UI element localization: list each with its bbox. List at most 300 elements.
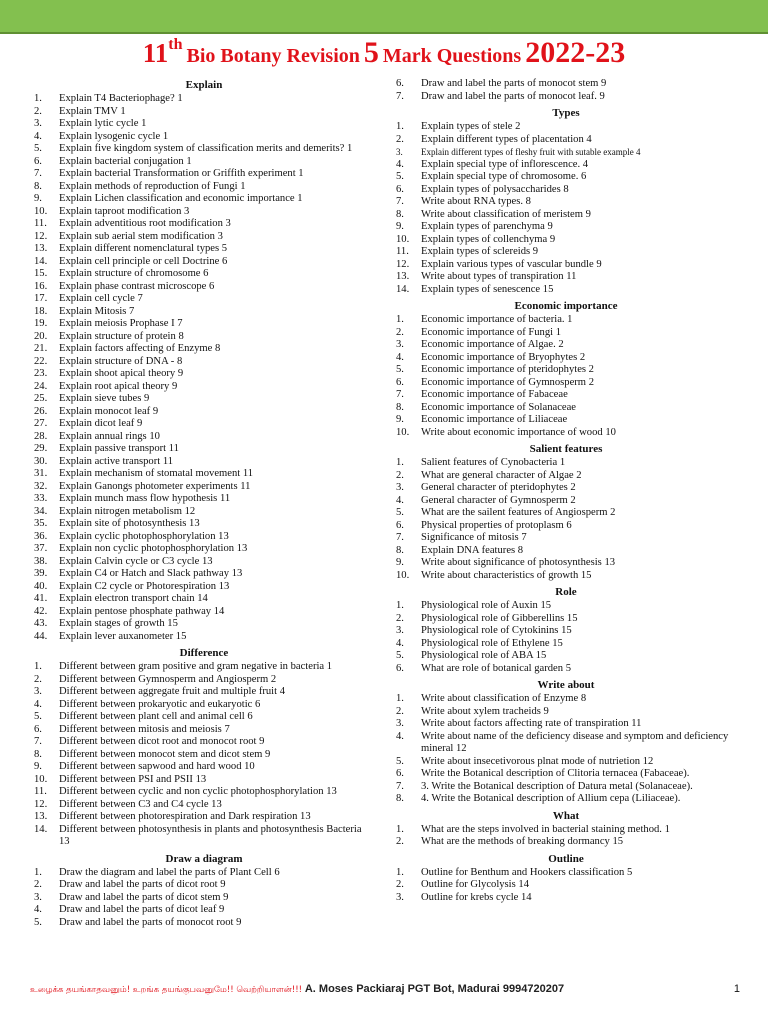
question-text: Outline for krebs cycle 14 <box>421 891 532 903</box>
question-text: Different between sapwood and hard wood 10 <box>59 761 255 772</box>
question-number: 20. <box>34 330 48 342</box>
question-item <box>34 811 374 824</box>
question-item <box>396 638 736 651</box>
question-item <box>396 545 736 558</box>
section-what <box>396 809 736 849</box>
question-text: Explain shoot apical theory 9 <box>59 368 184 379</box>
question-item <box>34 879 374 892</box>
question-text: Explain taproot modification 3 <box>59 205 190 217</box>
question-text: Explain phase contrast microscope 6 <box>59 280 215 292</box>
question-item <box>34 506 374 519</box>
question-number: 5. <box>34 916 42 928</box>
question-text: Write about insecetivorous plnat mode of nutrietion 12 <box>421 755 654 767</box>
question-number: 2. <box>396 705 404 717</box>
page-number: 1 <box>733 983 740 995</box>
question-text: Explain special type of chromosome. 6 <box>421 171 587 182</box>
question-item <box>396 314 736 327</box>
question-number: 10. <box>396 233 410 245</box>
question-number: 10. <box>34 773 48 785</box>
question-text: Explain cell cycle 7 <box>59 293 143 304</box>
question-number: 1. <box>396 823 404 835</box>
question-text: Write about classification of Enzyme 8 <box>421 693 587 704</box>
title-grade: 11 <box>142 38 169 68</box>
question-item <box>34 318 374 331</box>
question-number: 7. <box>34 168 42 179</box>
question-item <box>34 631 374 644</box>
question-text: Physiological role of Auxin 15 <box>421 600 552 611</box>
question-item <box>396 427 736 440</box>
question-item <box>396 650 736 663</box>
question-item <box>34 193 374 206</box>
question-text: Write about factors affecting rate of transpiration 11 <box>421 718 642 729</box>
question-number: 3. <box>396 339 404 350</box>
question-item <box>396 867 736 880</box>
question-item <box>396 495 736 508</box>
question-item <box>34 761 374 774</box>
question-item <box>34 268 374 281</box>
question-item <box>34 93 374 106</box>
question-item <box>34 106 374 119</box>
question-item <box>34 736 374 749</box>
question-number: 29. <box>34 443 48 454</box>
question-text: What are general character of Algae 2 <box>421 469 582 481</box>
question-text: Different between C3 and C4 cycle 13 <box>59 798 222 810</box>
question-number: 3. <box>34 891 42 903</box>
question-number: 12. <box>34 798 48 810</box>
question-text: Explain munch mass flow hypothesis 11 <box>59 493 231 504</box>
question-number: 25. <box>34 393 48 404</box>
question-number: 7. <box>396 196 404 207</box>
question-list <box>396 693 736 806</box>
question-text: Economic importance of pteridophytes 2 <box>421 364 594 375</box>
question-number: 1. <box>396 457 404 468</box>
question-item <box>396 718 736 731</box>
question-item <box>396 520 736 533</box>
question-number: 2. <box>396 836 404 847</box>
question-number: 38. <box>34 555 48 567</box>
question-text: Explain cell principle or cell Doctrine 6 <box>59 255 228 267</box>
question-text: Different between aggregate fruit and multiple fruit 4 <box>59 686 286 697</box>
question-text: Explain C4 or Hatch and Slack pathway 13 <box>59 568 243 579</box>
question-item <box>396 600 736 613</box>
question-item <box>34 606 374 619</box>
section-heading: Salient features <box>529 443 603 455</box>
question-text: General character of Gymnosperm 2 <box>421 494 576 506</box>
question-text: Economic importance of Fabaceae <box>421 389 568 400</box>
question-number: 5. <box>396 364 404 375</box>
section-continued <box>396 78 736 103</box>
question-number: 8. <box>396 401 404 413</box>
question-number: 9. <box>34 761 42 772</box>
question-item <box>34 581 374 594</box>
section-heading: Economic importance <box>514 300 618 312</box>
question-number: 7. <box>396 780 404 792</box>
section-write-about <box>396 678 736 806</box>
question-number: 19. <box>34 318 48 329</box>
question-list <box>396 314 736 439</box>
question-item <box>34 904 374 917</box>
question-number: 2. <box>34 879 42 890</box>
section-heading: Role <box>555 586 577 598</box>
question-text: Explain lytic cycle 1 <box>59 118 147 129</box>
question-item <box>396 121 736 134</box>
question-number: 1. <box>396 314 404 325</box>
question-item <box>34 686 374 699</box>
question-text: Draw and label the parts of monocot leaf. 9 <box>421 90 605 102</box>
question-text: Explain five kingdom system of classification merits and demerits? 1 <box>59 143 353 154</box>
question-item <box>396 793 736 806</box>
question-number: 1. <box>396 693 404 704</box>
question-item <box>34 131 374 144</box>
question-number: 8. <box>34 748 42 760</box>
question-text: Physiological role of Ethylene 15 <box>421 637 563 649</box>
question-number: 6. <box>396 662 404 674</box>
question-item <box>34 143 374 156</box>
question-number: 2. <box>396 133 404 145</box>
question-text: Different between Gymnosperm and Angiosperm 2 <box>59 673 277 685</box>
question-number: 6. <box>396 768 404 779</box>
question-text: Economic importance of Bryophytes 2 <box>421 351 586 363</box>
question-text: Outline for Glycolysis 14 <box>421 879 529 890</box>
question-item <box>396 836 736 849</box>
question-list <box>396 600 736 675</box>
question-text: Explain TMV 1 <box>59 105 126 117</box>
question-text: Explain T4 Bacteriophage? 1 <box>59 93 183 104</box>
question-text: Explain bacterial conjugation 1 <box>59 155 192 167</box>
question-text: Explain bacterial Transformation or Griffith experiment 1 <box>59 168 304 179</box>
question-text: Explain different types of placentation 4 <box>421 133 592 145</box>
question-item <box>34 243 374 256</box>
question-item <box>34 711 374 724</box>
question-item <box>396 78 736 91</box>
question-item <box>396 768 736 781</box>
question-item <box>396 731 736 756</box>
question-text: Explain structure of chromosome 6 <box>59 268 209 279</box>
question-item <box>396 364 736 377</box>
question-text: Explain active transport 11 <box>59 455 174 467</box>
question-number: 33. <box>34 493 48 504</box>
question-number: 6. <box>396 376 404 388</box>
section-outline <box>396 852 736 905</box>
question-text: Draw and label the parts of dicot root 9 <box>59 879 226 890</box>
question-text: Significance of mitosis 7 <box>421 532 527 543</box>
question-number: 39. <box>34 568 48 579</box>
question-text: Explain Mitosis 7 <box>59 305 135 317</box>
question-number: 13. <box>34 243 48 254</box>
question-text: Explain cyclic photophosphorylation 13 <box>59 530 229 542</box>
section-heading: Write about <box>537 679 595 691</box>
question-item <box>34 774 374 787</box>
question-number: 3. <box>396 718 404 729</box>
question-text: Explain types of sclereids 9 <box>421 246 539 257</box>
question-text: Explain types of stele 2 <box>421 121 521 132</box>
question-item <box>396 532 736 545</box>
question-number: 3. <box>34 118 42 129</box>
question-text: Explain Lichen classification and economic importance 1 <box>59 193 303 204</box>
question-text: Explain types of senescence 15 <box>421 283 554 295</box>
question-item <box>34 917 374 930</box>
question-item <box>34 331 374 344</box>
question-number: 35. <box>34 518 48 529</box>
question-item <box>34 456 374 469</box>
question-text: Explain special type of inflorescence. 4 <box>421 158 589 170</box>
question-number: 9. <box>396 221 404 232</box>
question-number: 7. <box>396 532 404 543</box>
question-item <box>34 281 374 294</box>
question-item <box>396 377 736 390</box>
question-item <box>396 693 736 706</box>
question-item <box>34 468 374 481</box>
question-text: Write about RNA types. 8 <box>421 196 531 207</box>
question-item <box>396 414 736 427</box>
question-item <box>34 867 374 880</box>
question-text: Explain sub aerial stem modification 3 <box>59 230 223 242</box>
question-number: 10. <box>396 569 410 581</box>
question-text: Write about types of transpiration 11 <box>421 271 577 282</box>
question-number: 17. <box>34 293 48 304</box>
question-text: Economic importance of Algae. 2 <box>421 339 564 350</box>
question-number: 32. <box>34 480 48 492</box>
question-text: Physiological role of Cytokinins 15 <box>421 625 572 636</box>
question-number: 22. <box>34 355 48 367</box>
question-text: Economic importance of Liliaceae <box>421 414 568 425</box>
question-number: 11. <box>396 246 409 257</box>
question-text: Different between plant cell and animal cell 6 <box>59 711 253 722</box>
question-text: Explain site of photosynthesis 13 <box>59 518 200 529</box>
question-number: 2. <box>34 105 42 117</box>
question-text: Different between prokaryotic and eukaryotic 6 <box>59 698 261 710</box>
question-text: Economic importance of bacteria. 1 <box>421 314 573 325</box>
question-text: Draw and label the parts of monocot root 9 <box>59 916 242 928</box>
question-text: What are the sailent features of Angiosperm 2 <box>421 507 616 518</box>
section-draw-a-diagram <box>34 852 374 930</box>
question-item <box>34 749 374 762</box>
question-text: Physiological role of ABA 15 <box>421 650 547 661</box>
question-number: 27. <box>34 418 48 429</box>
question-number: 16. <box>34 280 48 292</box>
question-text: General character of pteridophytes 2 <box>421 482 576 493</box>
section-heading: Types <box>552 107 580 119</box>
question-text: Different between monocot stem and dicot stem 9 <box>59 748 271 760</box>
question-text: 3. Write the Botanical description of Datura metal (Solanaceae). <box>421 780 693 792</box>
question-item <box>34 824 374 849</box>
question-number: 31. <box>34 468 48 479</box>
question-item <box>34 206 374 219</box>
question-text: Explain stages of growth 15 <box>59 618 178 629</box>
question-number: 18. <box>34 305 48 317</box>
question-number: 6. <box>34 723 42 735</box>
question-list <box>396 867 736 905</box>
question-item <box>396 470 736 483</box>
question-number: 5. <box>34 711 42 722</box>
question-number: 10. <box>34 205 48 217</box>
question-item <box>34 393 374 406</box>
question-item <box>396 557 736 570</box>
question-number: 1. <box>396 600 404 611</box>
question-item <box>396 327 736 340</box>
question-number: 7. <box>396 389 404 400</box>
question-list <box>34 93 374 643</box>
question-number: 4. <box>396 730 404 742</box>
question-number: 12. <box>34 230 48 242</box>
question-list <box>396 824 736 849</box>
question-item <box>396 402 736 415</box>
question-number: 4. <box>34 698 42 710</box>
question-number: 42. <box>34 605 48 617</box>
question-number: 1. <box>34 93 42 104</box>
question-item <box>34 724 374 737</box>
question-number: 37. <box>34 543 48 554</box>
question-text: Different between dicot root and monocot root 9 <box>59 736 265 747</box>
question-text: Explain lysogenic cycle 1 <box>59 130 169 142</box>
question-number: 15. <box>34 268 48 279</box>
left-column <box>34 78 374 929</box>
question-item <box>396 234 736 247</box>
question-text: Different between cyclic and non cyclic photophosphorylation 13 <box>59 786 337 797</box>
question-item <box>396 892 736 905</box>
question-item <box>396 91 736 104</box>
question-text: Explain types of polysaccharides 8 <box>421 183 569 195</box>
question-number: 7. <box>34 736 42 747</box>
question-item <box>34 368 374 381</box>
question-number: 7. <box>396 90 404 102</box>
question-text: Explain different nomenclatural types 5 <box>59 243 228 254</box>
question-text: Write about characteristics of growth 15 <box>421 569 592 581</box>
question-text: What are role of botanical garden 5 <box>421 662 572 674</box>
question-number: 8. <box>396 793 404 804</box>
question-number: 14. <box>34 823 48 835</box>
question-number: 2. <box>396 469 404 481</box>
question-item <box>34 568 374 581</box>
question-text: Explain mechanism of stomatal movement 11 <box>59 468 254 479</box>
question-item <box>34 481 374 494</box>
question-item <box>34 156 374 169</box>
question-item <box>34 493 374 506</box>
question-item <box>396 756 736 769</box>
question-list <box>34 661 374 849</box>
question-text: Explain nitrogen metabolism 12 <box>59 505 196 517</box>
question-item <box>34 418 374 431</box>
section-role <box>396 585 736 675</box>
question-number: 30. <box>34 455 48 467</box>
question-text: Explain adventitious root modification 3 <box>59 218 231 229</box>
question-text: Explain structure of protein 8 <box>59 330 184 342</box>
question-text: Explain root apical theory 9 <box>59 380 178 392</box>
question-item <box>396 706 736 719</box>
question-text: Different between mitosis and meiosis 7 <box>59 723 230 735</box>
question-item <box>396 159 736 172</box>
question-text: Explain pentose phosphate pathway 14 <box>59 605 225 617</box>
section-economic-importance <box>396 299 736 439</box>
question-text: Explain meiosis Prophase I 7 <box>59 318 183 329</box>
section-explain <box>34 78 374 643</box>
question-text: Explain types of collenchyma 9 <box>421 233 556 245</box>
question-text: Explain dicot leaf 9 <box>59 418 143 429</box>
question-number: 24. <box>34 380 48 392</box>
question-number: 3. <box>34 686 42 697</box>
question-number: 4. <box>396 351 404 363</box>
question-number: 2. <box>396 326 404 338</box>
question-text: Economic importance of Solanaceae <box>421 401 577 413</box>
question-text: Explain structure of DNA - 8 <box>59 355 183 367</box>
question-item <box>34 381 374 394</box>
question-number: 26. <box>34 405 48 417</box>
question-number: 8. <box>396 208 404 220</box>
question-item <box>34 786 374 799</box>
question-item <box>396 352 736 365</box>
question-item <box>396 570 736 583</box>
question-item <box>34 531 374 544</box>
question-number: 2. <box>34 673 42 685</box>
question-number: 41. <box>34 593 48 604</box>
question-number: 11. <box>34 218 47 229</box>
header-banner <box>0 0 768 34</box>
question-text: Explain lever auxanometer 15 <box>59 630 187 642</box>
section-heading: Difference <box>179 647 229 659</box>
title-middle: Mark Questions <box>382 45 522 67</box>
question-item <box>396 146 736 159</box>
question-item <box>396 271 736 284</box>
question-text: Explain monocot leaf 9 <box>59 405 159 417</box>
question-number: 6. <box>396 183 404 195</box>
question-number: 11. <box>34 786 47 797</box>
question-item <box>396 482 736 495</box>
question-number: 23. <box>34 368 48 379</box>
section-salient-features <box>396 442 736 582</box>
question-item <box>396 389 736 402</box>
question-item <box>396 209 736 222</box>
section-heading: Draw a diagram <box>165 852 243 865</box>
footer-motto: உழைக்க தயங்காதவனும்! உறங்க தயங்குபவனுமே!! வெற்றியாளன்!!! <box>30 985 303 995</box>
question-text: Explain passive transport 11 <box>59 443 179 454</box>
question-item <box>34 218 374 231</box>
question-text: Explain different types of fleshy fruit with sutable example 4 <box>421 147 641 157</box>
question-number: 3. <box>396 482 404 493</box>
question-number: 5. <box>34 143 42 154</box>
question-number: 4. <box>396 158 404 170</box>
question-number: 9. <box>34 193 42 204</box>
question-text: Explain sieve tubes 9 <box>59 393 150 404</box>
question-item <box>396 246 736 259</box>
question-list <box>396 121 736 296</box>
question-number: 3. <box>396 147 403 157</box>
question-item <box>396 663 736 676</box>
question-number: 8. <box>34 180 42 192</box>
question-text: Economic importance of Fungi 1 <box>421 326 562 338</box>
question-number: 1. <box>34 661 42 672</box>
question-number: 13. <box>396 271 410 282</box>
title-subject: Bio Botany Revision <box>186 45 360 67</box>
title-marks: 5 <box>363 36 379 69</box>
question-text: Write about xylem tracheids 9 <box>421 705 549 717</box>
question-list <box>396 457 736 582</box>
question-number: 43. <box>34 618 48 629</box>
question-number: 1. <box>34 866 42 878</box>
question-item <box>34 518 374 531</box>
question-text: Write about name of the deficiency disease and symptom and deficiency mineral 12 <box>421 730 729 754</box>
question-number: 13. <box>34 811 48 822</box>
question-text: Draw the diagram and label the parts of Plant Cell 6 <box>59 866 280 878</box>
question-item <box>34 431 374 444</box>
question-item <box>396 613 736 626</box>
question-item <box>396 781 736 794</box>
question-text: Salient features of Cynobacteria 1 <box>421 457 566 468</box>
question-list <box>396 78 736 103</box>
question-item <box>34 674 374 687</box>
question-item <box>396 625 736 638</box>
question-item <box>396 171 736 184</box>
question-number: 4. <box>34 130 42 142</box>
